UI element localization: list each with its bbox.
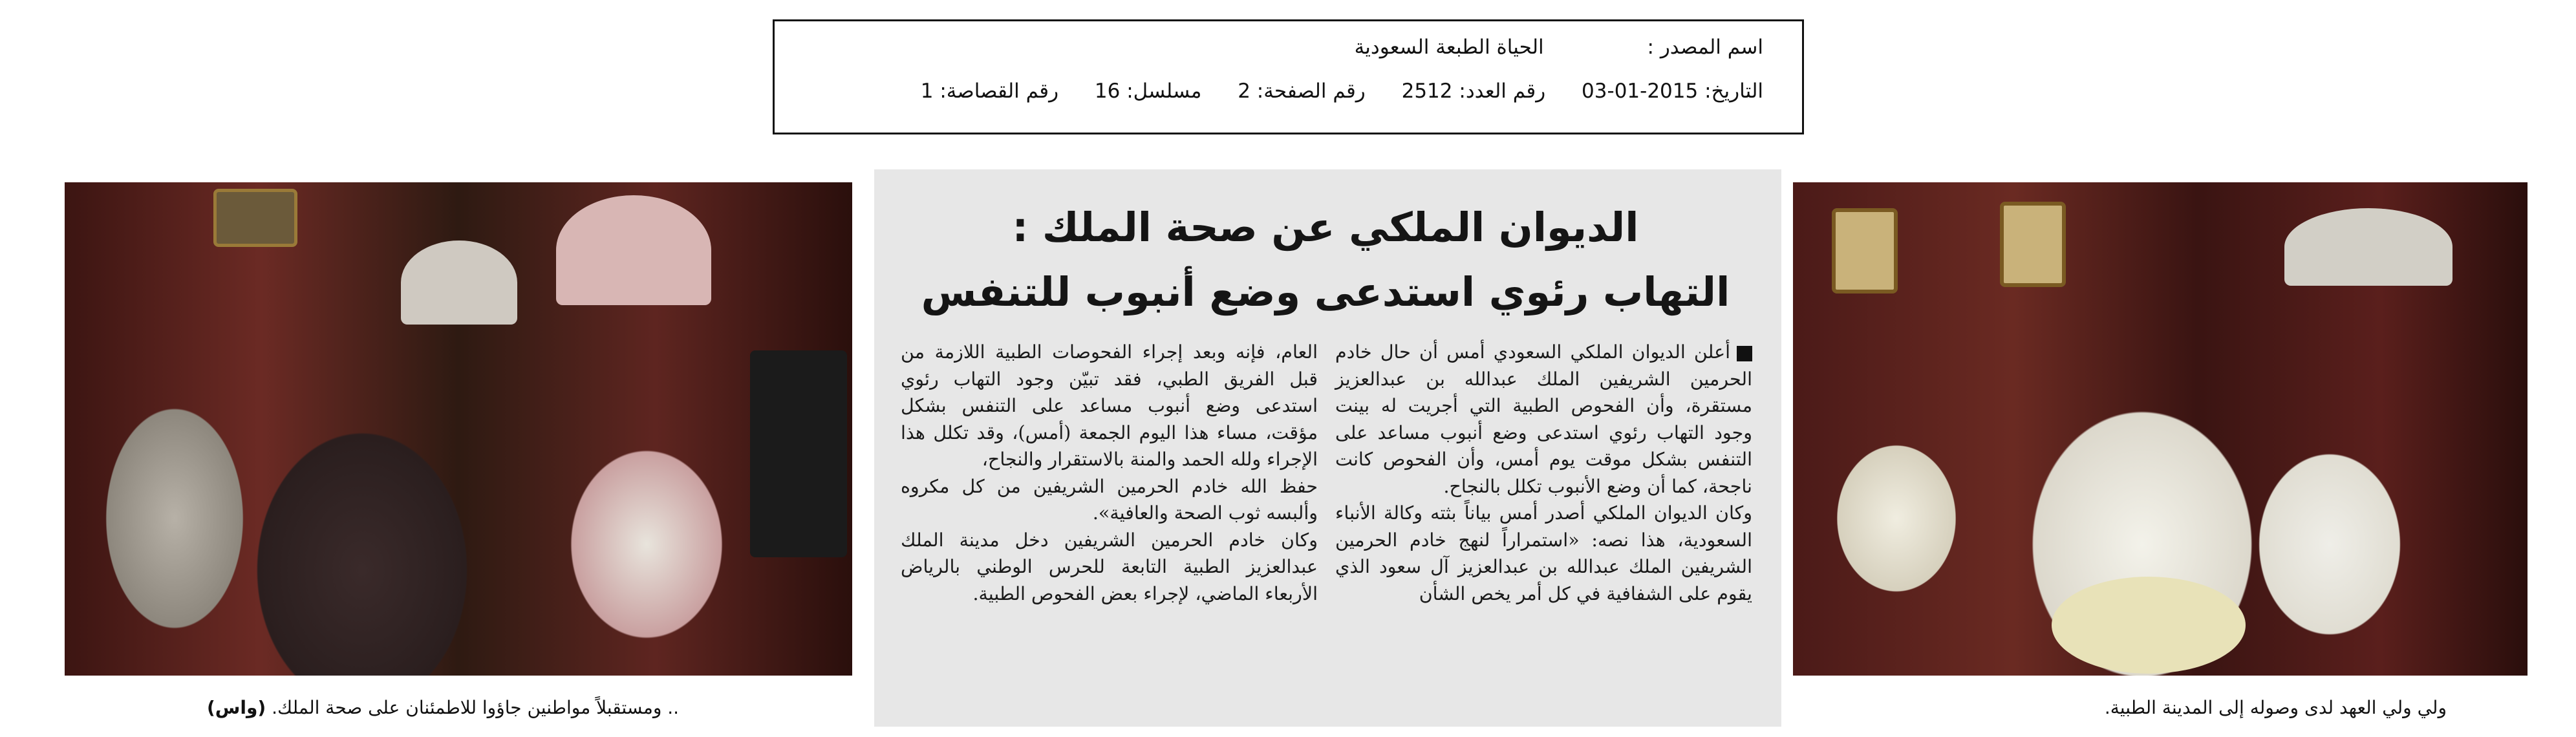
headline bbox=[896, 195, 1755, 325]
source-value: الحياة الطبعة السعودية bbox=[1354, 36, 1544, 59]
article-panel bbox=[874, 169, 1781, 727]
page-number-field: رقم الصفحة: 2 bbox=[1238, 80, 1366, 103]
issue-number-field: رقم العدد: 2512 bbox=[1401, 80, 1546, 103]
square-bullet-icon bbox=[1737, 346, 1752, 361]
paragraph: العام، فإنه وبعد إجراء الفحوصات الطبية اللازمة من قبل الفريق الطبي، فقد تبيّن وجود التهاب رئوي استدعى وضع أنبوب مساعد على التنفس بشكل مؤقت، مساء هذا اليوم الجمعة (أمس)، وقد تكلل هذا الإجراء ولله الحمد والمنة بالاستقرار والنجاح، bbox=[901, 341, 1318, 470]
headdress-shape bbox=[401, 240, 517, 325]
caption-right-photo: ولي ولي العهد لدى وصوله إلى المدينة الطبية. bbox=[2104, 697, 2447, 718]
photo-crown-prince-arrival bbox=[1793, 182, 2528, 676]
paragraph: وكان الديوان الملكي أصدر أمس بياناً بثته وكالة الأنباء السعودية، هذا نصه: «استمراراً لنهج خادم الحرمين الشريفين الملك عبدالله بن عبدالعزيز آل سعود الذي يقوم على الشفافية في كل أمر يخص الشأن bbox=[1335, 502, 1752, 604]
photo-citizens-reception bbox=[65, 182, 852, 676]
issue-details-row bbox=[891, 80, 1763, 103]
date-field: التاريخ: 2015-01-03 bbox=[1582, 80, 1763, 103]
framed-portrait bbox=[213, 189, 297, 247]
source-metadata-box bbox=[773, 19, 1804, 134]
headdress-shape bbox=[2284, 208, 2453, 286]
article-column-left bbox=[901, 339, 1318, 607]
caption-left-photo bbox=[207, 697, 679, 718]
framed-portrait bbox=[1832, 208, 1898, 294]
paragraph-text: أعلن الديوان الملكي السعودي أمس أن حال خادم الحرمين الشريفين الملك عبدالله بن عبدالعزيز مستقرة، وأن الفحوص الطبية التي أجريت له بينت وجود التهاب رئوي استدعى وضع أنبوب مساعد على التنفس بشكل موقت يوم أمس، وأن الفحوص كانت ناجحة، كما أن وضع الأنبوب تكلل بالنجاح. bbox=[1335, 341, 1752, 497]
caption-left-text: .. ومستقبلاً مواطنين جاؤوا للاطمئنان على صحة الملك. bbox=[272, 697, 680, 718]
source-label: اسم المصدر : bbox=[1647, 36, 1763, 59]
headline-line-2: التهاب رئوي استدعى وضع أنبوب للتنفس bbox=[921, 268, 1730, 315]
flower-arrangement bbox=[2052, 577, 2246, 674]
caption-credit: (واس) bbox=[207, 697, 266, 718]
paragraph bbox=[1335, 339, 1752, 500]
headline-line-1: الديوان الملكي عن صحة الملك : bbox=[1012, 204, 1639, 251]
framed-portrait bbox=[2000, 202, 2066, 287]
clip-number-field: رقم القصاصة: 1 bbox=[920, 80, 1059, 103]
camera-equipment bbox=[750, 350, 847, 557]
headdress-shape bbox=[556, 195, 711, 305]
source-row bbox=[1355, 36, 1763, 59]
paragraph: وكان خادم الحرمين الشريفين دخل مدينة الملك عبدالعزيز الطبية التابعة للحرس الوطني بالرياض الأربعاء الماضي، لإجراء بعض الفحوص الطبية. bbox=[901, 529, 1318, 604]
article-column-right bbox=[1335, 339, 1752, 607]
serial-field: مسلسل: 16 bbox=[1094, 80, 1202, 103]
paragraph: حفظ الله خادم الحرمين الشريفين من كل مكروه وألبسه ثوب الصحة والعافية». bbox=[901, 475, 1318, 524]
